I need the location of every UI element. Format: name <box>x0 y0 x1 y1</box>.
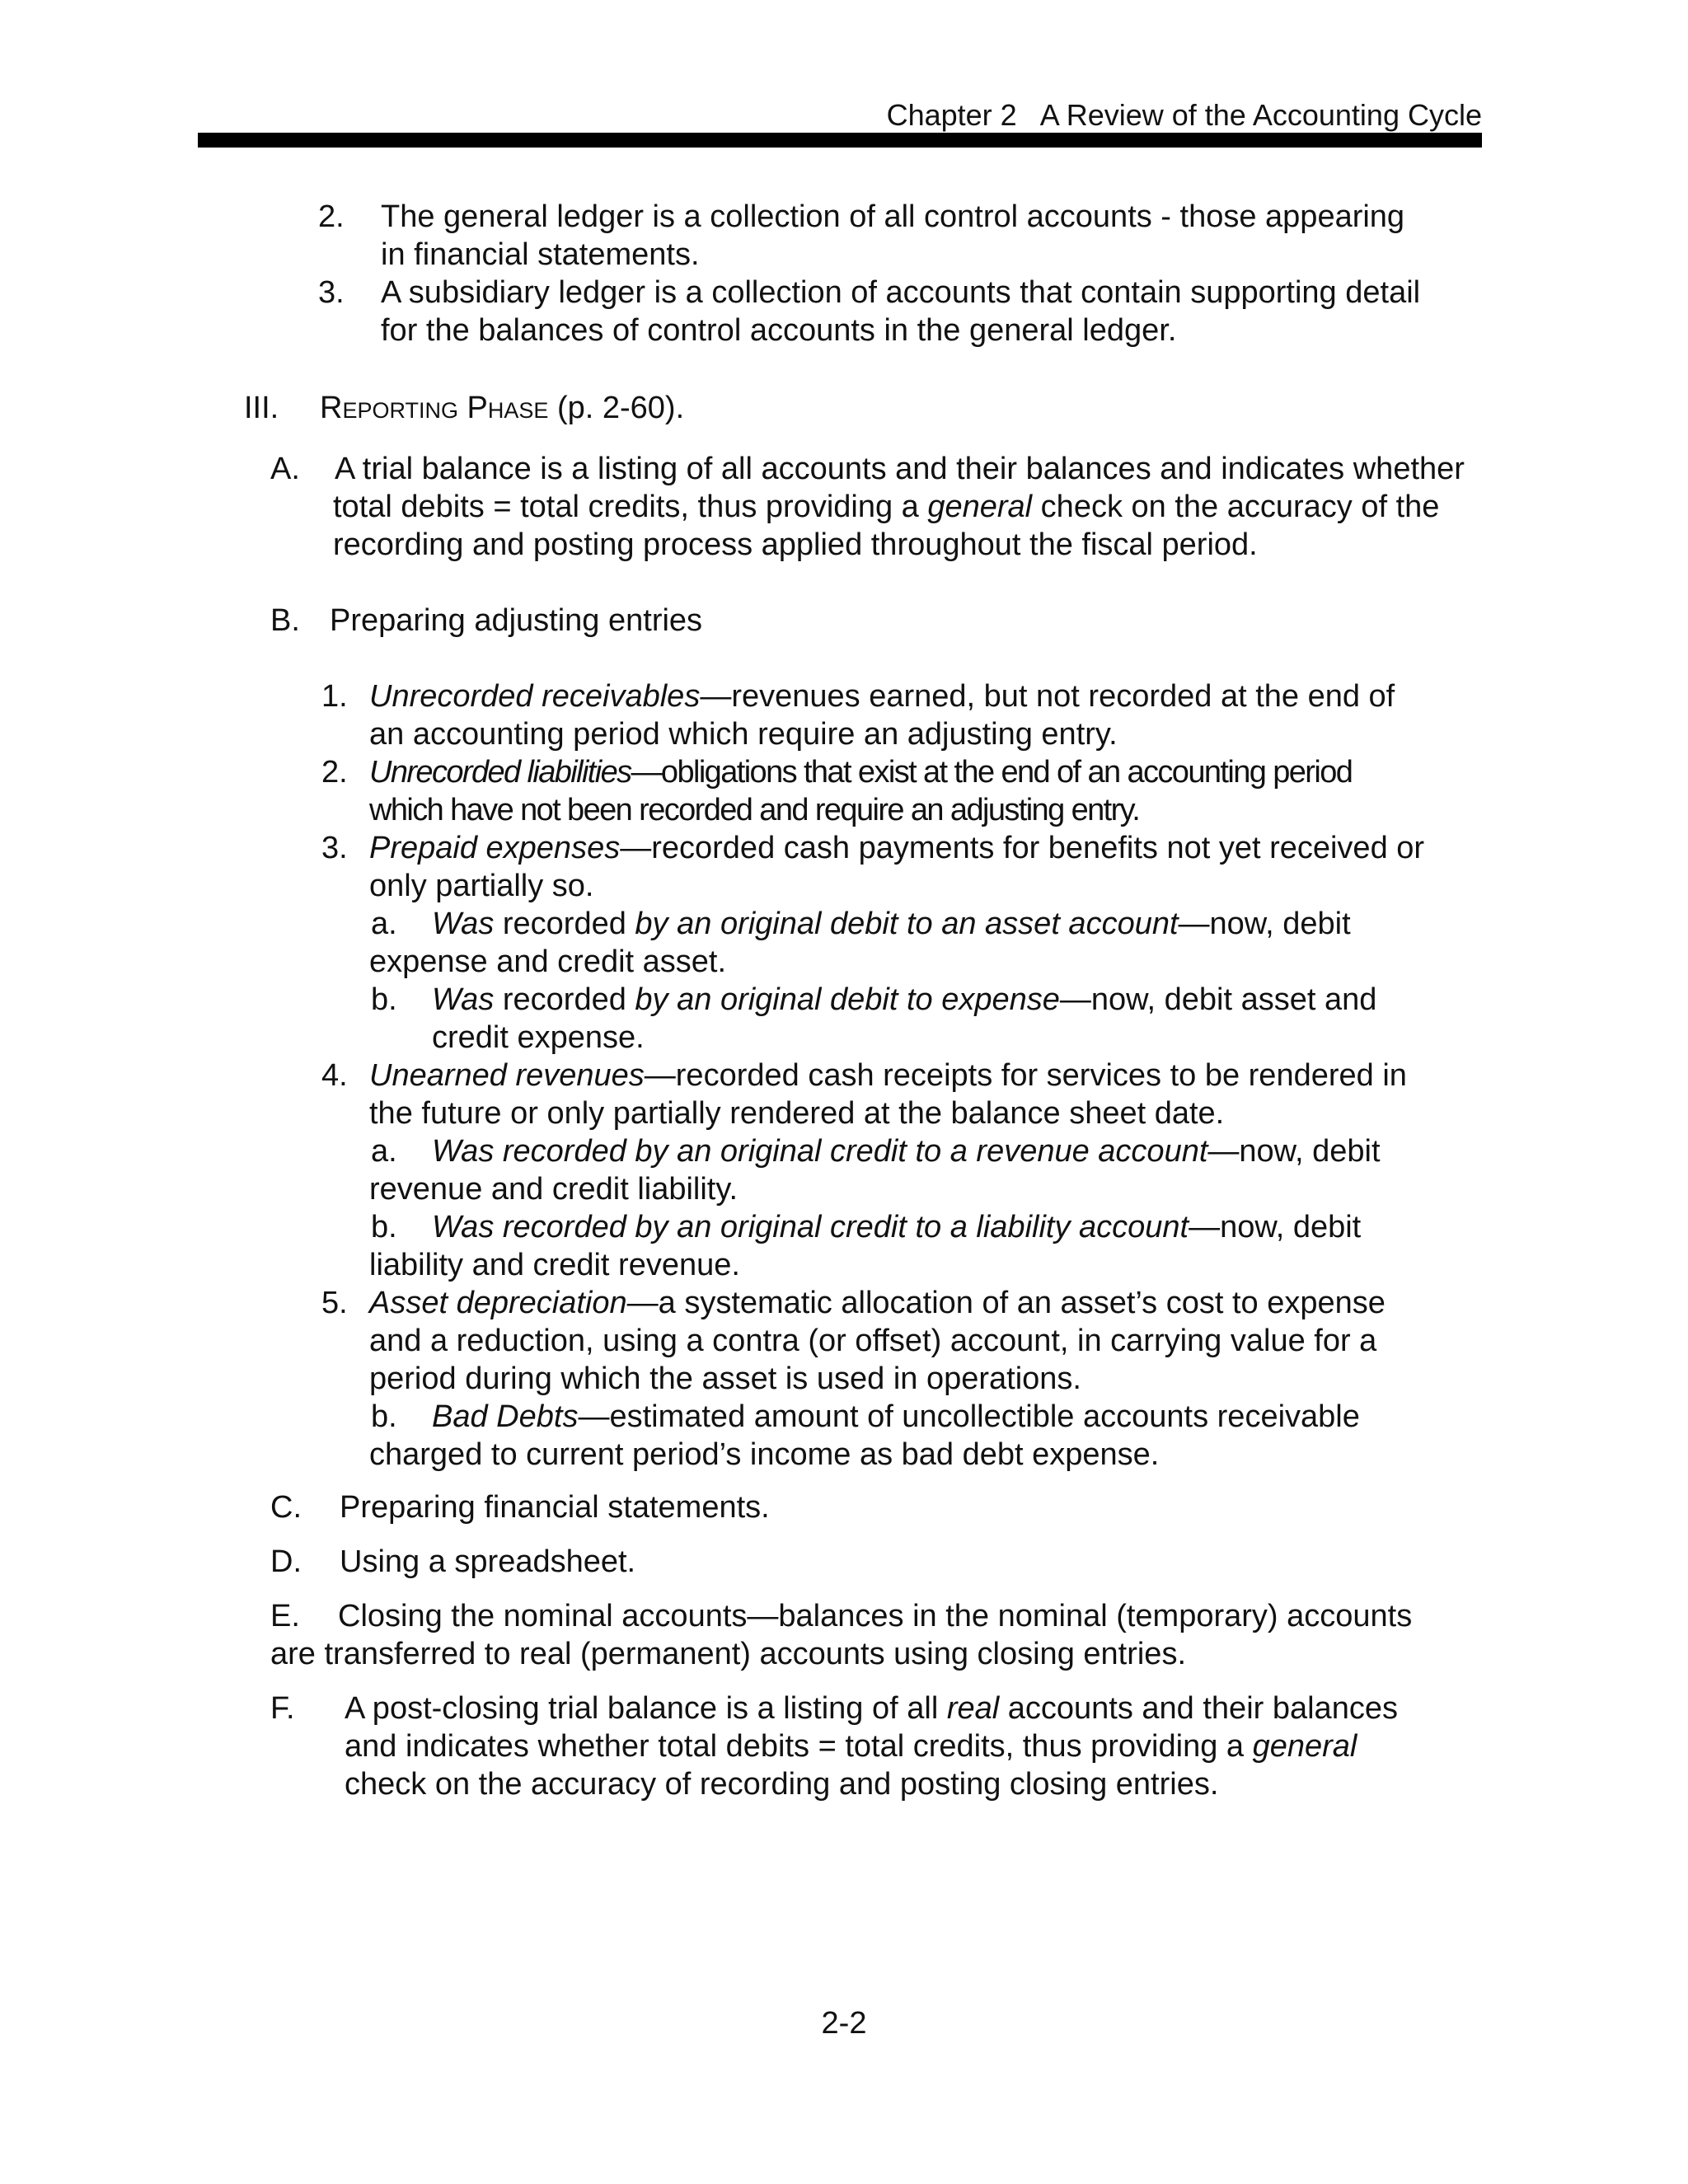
subitem-4a-rest: —now, debit <box>1207 1134 1381 1169</box>
header-rule <box>198 133 1482 148</box>
subitem-3a-was: Was <box>432 907 495 941</box>
subitem-4b-line-1 <box>432 1208 1361 1246</box>
subitem-5b-letter: b. <box>371 1399 397 1434</box>
item-a-letter: A. <box>270 452 300 486</box>
ledger-item-2-line-1: The general ledger is a collection of all control accounts - those appearing <box>381 199 1405 234</box>
section-iii-title: Reporting Phase <box>320 391 549 425</box>
subitem-3a-letter: a. <box>371 907 397 941</box>
subitem-1-line-2: an accounting period which require an adjusting entry. <box>369 717 1118 752</box>
subitem-5-definition: —a systematic allocation of an asset’s cost to expense <box>626 1286 1386 1320</box>
subitem-5b-rest: —estimated amount of uncollectible accounts receivable <box>578 1399 1360 1434</box>
subitem-2-line-1 <box>369 753 1352 791</box>
item-e-letter: E. <box>270 1599 300 1633</box>
subitem-4a-line-2: revenue and credit liability. <box>369 1172 738 1207</box>
subitem-4b-line-2: liability and credit revenue. <box>369 1248 740 1282</box>
item-f-line-1 <box>345 1690 1398 1727</box>
ledger-item-3-number: 3. <box>318 275 345 310</box>
section-iii-ref: (p. 2-60). <box>548 391 685 425</box>
subitem-2-definition: —obligations that exist at the end of an accounting period <box>631 755 1353 790</box>
subitem-5b-line-1 <box>432 1398 1360 1436</box>
subitem-3-line-1 <box>369 829 1424 867</box>
ledger-item-2-line-2: in financial statements. <box>381 237 700 272</box>
subitem-5b-line-2: charged to current period’s income as bad debt expense. <box>369 1437 1160 1472</box>
subitem-5-line-3: period during which the asset is used in operations. <box>369 1361 1081 1396</box>
subitem-3a-rest: —now, debit <box>1178 907 1351 941</box>
item-a-line-2 <box>333 488 1439 526</box>
item-a-line-1: A trial balance is a listing of all accounts and their balances and indicates whether <box>335 452 1465 486</box>
subitem-3b-line-1 <box>432 981 1376 1019</box>
subitem-4a-term: Was recorded by an original credit to a revenue account <box>432 1134 1208 1169</box>
item-a-general-emphasis: general <box>927 490 1033 524</box>
subitem-3a-term: by an original debit to an asset account <box>635 907 1179 941</box>
subitem-4a-letter: a. <box>371 1134 397 1169</box>
subitem-3-line-2: only partially so. <box>369 869 594 903</box>
subitem-2-term: Unrecorded liabilities <box>369 755 631 790</box>
item-f-letter: F. <box>270 1691 295 1726</box>
subitem-3b-recorded: recorded <box>494 982 635 1017</box>
running-header: Chapter 2 A Review of the Accounting Cycle <box>886 98 1482 132</box>
item-b-text: Preparing adjusting entries <box>330 603 703 638</box>
item-a-line-2-pre: total debits = total credits, thus providing a <box>333 490 928 524</box>
item-e-line-2: are transferred to real (permanent) accounts using closing entries. <box>270 1637 1186 1671</box>
item-d-letter: D. <box>270 1544 302 1579</box>
subitem-4-term: Unearned revenues <box>369 1058 645 1093</box>
page-number: 2-2 <box>821 2006 867 2041</box>
subitem-3b-term: by an original debit to expense <box>635 982 1060 1017</box>
subitem-4b-letter: b. <box>371 1210 397 1244</box>
item-f-line-2 <box>345 1727 1357 1765</box>
subitem-5-line-1 <box>369 1284 1386 1322</box>
subitem-4b-term: Was recorded by an original credit to a liability account <box>432 1210 1189 1244</box>
subitem-4-line-1 <box>369 1057 1407 1094</box>
subitem-3a-recorded: recorded <box>494 907 635 941</box>
item-d-text: Using a spreadsheet. <box>340 1544 636 1579</box>
subitem-3b-was: Was <box>432 982 495 1017</box>
subitem-3b-rest: —now, debit asset and <box>1059 982 1377 1017</box>
subitem-3-number: 3. <box>321 831 348 865</box>
item-f-line-1-post: accounts and their balances <box>999 1691 1398 1726</box>
item-b-letter: B. <box>270 603 300 638</box>
subitem-3-term: Prepaid expenses <box>369 831 621 865</box>
item-f-general-emphasis: general <box>1252 1729 1357 1764</box>
item-a-line-2-post: check on the accuracy of the <box>1032 490 1440 524</box>
subitem-5-term: Asset depreciation <box>369 1286 627 1320</box>
subitem-3a-line-1 <box>432 905 1351 943</box>
item-a-line-3: recording and posting process applied throughout the fiscal period. <box>333 527 1258 562</box>
subitem-5b-term: Bad Debts <box>432 1399 579 1434</box>
subitem-2-number: 2. <box>321 755 348 790</box>
subitem-2-line-2: which have not been recorded and require an adjusting entry. <box>369 793 1140 827</box>
ledger-item-3-line-1: A subsidiary ledger is a collection of accounts that contain supporting detail <box>381 275 1421 310</box>
item-e-line-1: Closing the nominal accounts—balances in the nominal (temporary) accounts <box>338 1599 1413 1633</box>
subitem-4-definition: —recorded cash receipts for services to be rendered in <box>644 1058 1407 1093</box>
section-iii-heading <box>320 389 684 427</box>
item-c-letter: C. <box>270 1490 302 1525</box>
subitem-5-line-2: and a reduction, using a contra (or offset) account, in carrying value for a <box>369 1324 1377 1358</box>
subitem-4b-rest: —now, debit <box>1189 1210 1362 1244</box>
subitem-3b-letter: b. <box>371 982 397 1017</box>
item-f-real-emphasis: real <box>946 1691 1000 1726</box>
ledger-item-2-number: 2. <box>318 199 345 234</box>
subitem-3b-line-2: credit expense. <box>432 1020 645 1055</box>
item-f-line-3: check on the accuracy of recording and posting closing entries. <box>345 1767 1219 1802</box>
subitem-1-definition: —revenues earned, but not recorded at the end of <box>700 679 1395 714</box>
item-c-text: Preparing financial statements. <box>340 1490 770 1525</box>
ledger-item-3-line-2: for the balances of control accounts in the general ledger. <box>381 313 1177 348</box>
subitem-1-term: Unrecorded receivables <box>369 679 701 714</box>
item-f-line-1-pre: A post-closing trial balance is a listing of all <box>345 1691 947 1726</box>
subitem-3a-line-2: expense and credit asset. <box>369 944 727 979</box>
subitem-4-number: 4. <box>321 1058 348 1093</box>
subitem-4-line-2: the future or only partially rendered at the balance sheet date. <box>369 1096 1225 1131</box>
section-iii-numeral: III. <box>244 391 279 425</box>
subitem-4a-line-1 <box>432 1132 1381 1170</box>
subitem-1-number: 1. <box>321 679 348 714</box>
subitem-1-line-1 <box>369 677 1395 715</box>
subitem-3-definition: —recorded cash payments for benefits not yet received or <box>620 831 1425 865</box>
item-f-line-2-pre: and indicates whether total debits = total credits, thus providing a <box>345 1729 1253 1764</box>
subitem-5-number: 5. <box>321 1286 348 1320</box>
